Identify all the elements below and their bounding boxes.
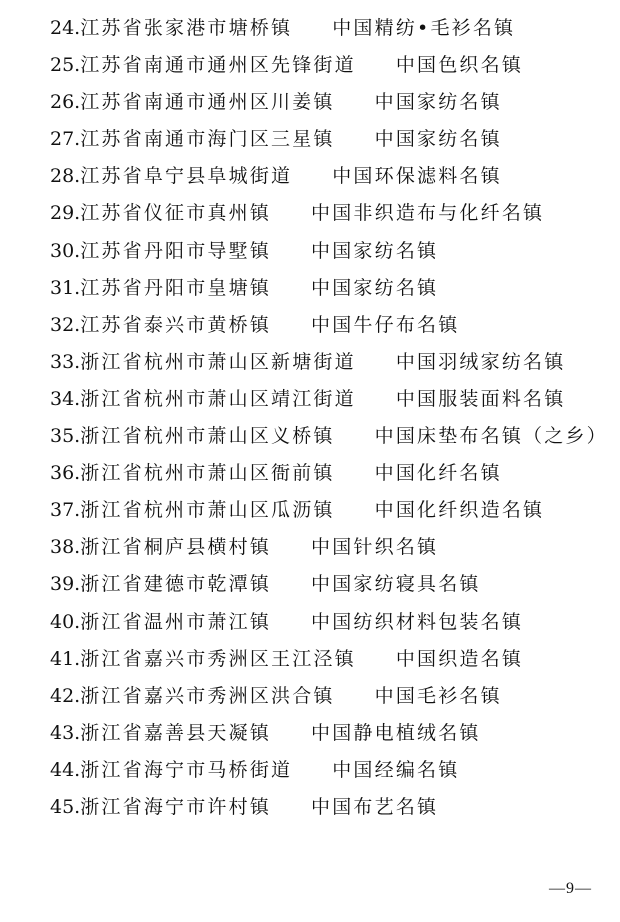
- item-number: 41.: [50, 647, 81, 670]
- list-item: [50, 641, 608, 678]
- item-place: 浙江省杭州市萧山区义桥镇: [80, 425, 335, 448]
- item-place: 江苏省南通市通州区先锋街道: [80, 54, 356, 77]
- item-place: 浙江省嘉兴市秀洲区洪合镇: [80, 684, 335, 707]
- item-number: 24.: [50, 17, 81, 39]
- item-number: 38.: [50, 536, 81, 559]
- item-title: 中国羽绒家纺名镇: [395, 350, 566, 373]
- list-item: [50, 158, 608, 195]
- item-number: 35.: [50, 425, 81, 448]
- list-item: [50, 121, 608, 158]
- list-item: [50, 418, 608, 455]
- item-number: 40.: [50, 610, 81, 633]
- item-title: 中国化纤名镇: [374, 462, 502, 485]
- item-title: 中国非织造布与化纤名镇: [311, 202, 545, 225]
- item-title: 中国化纤织造名镇: [374, 499, 545, 522]
- list-item: [50, 84, 608, 121]
- list-item: [50, 233, 608, 270]
- item-number: 45.: [50, 795, 81, 818]
- item-place: 江苏省南通市通州区川姜镇: [80, 91, 335, 114]
- list-item: [50, 381, 608, 418]
- item-place: 浙江省杭州市萧山区衙前镇: [80, 462, 335, 485]
- list-item: [50, 47, 608, 84]
- item-title: 中国家纺名镇: [311, 276, 439, 299]
- list-item: [50, 752, 608, 789]
- item-title: 中国针织名镇: [311, 536, 439, 559]
- item-number: 42.: [50, 684, 81, 707]
- item-place: 江苏省丹阳市导墅镇: [80, 239, 272, 262]
- item-place: 江苏省阜宁县阜城街道: [80, 165, 293, 188]
- list-item: [50, 604, 608, 641]
- item-title: 中国色织名镇: [395, 54, 524, 77]
- item-title: 中国家纺名镇: [374, 128, 502, 151]
- town-list: [50, 10, 608, 826]
- item-place: 江苏省丹阳市皇塘镇: [80, 276, 272, 299]
- item-title: 中国环保滤料名镇: [332, 165, 502, 188]
- item-title: 中国布艺名镇: [311, 795, 439, 818]
- item-place: 浙江省桐庐县横村镇: [80, 536, 272, 559]
- item-title: 中国静电植绒名镇: [311, 721, 481, 744]
- item-title: 中国家纺寝具名镇: [311, 573, 481, 596]
- item-title: 中国牛仔布名镇: [311, 313, 460, 336]
- page-number: —9—: [549, 880, 592, 897]
- item-number: 37.: [50, 499, 81, 522]
- item-title: 中国纺织材料包装名镇: [311, 610, 524, 633]
- item-number: 44.: [50, 758, 81, 781]
- item-number: 29.: [50, 202, 81, 225]
- list-item: [50, 455, 608, 492]
- item-place: 浙江省海宁市许村镇: [80, 795, 272, 818]
- item-place: 浙江省温州市萧江镇: [80, 610, 272, 633]
- list-item: [50, 195, 608, 232]
- item-number: 26.: [50, 91, 81, 114]
- item-place: 浙江省杭州市萧山区瓜沥镇: [80, 499, 335, 522]
- list-item: [50, 10, 608, 47]
- item-place: 江苏省南通市海门区三星镇: [80, 128, 335, 151]
- item-number: 34.: [50, 387, 81, 410]
- item-place: 浙江省杭州市萧山区新塘街道: [80, 350, 356, 373]
- item-number: 33.: [50, 350, 81, 373]
- item-number: 36.: [50, 462, 81, 485]
- list-item: [50, 678, 608, 715]
- list-item: [50, 715, 608, 752]
- item-title: 中国服装面料名镇: [395, 387, 566, 410]
- item-place: 浙江省杭州市萧山区靖江街道: [80, 387, 356, 410]
- item-place: 浙江省建德市乾潭镇: [80, 573, 272, 596]
- item-number: 31.: [50, 276, 81, 299]
- item-number: 30.: [50, 239, 81, 262]
- item-title: 中国织造名镇: [395, 647, 524, 670]
- item-number: 28.: [50, 165, 81, 188]
- item-place: 浙江省嘉善县天凝镇: [80, 721, 272, 744]
- item-title: 中国毛衫名镇: [374, 684, 502, 707]
- item-number: 25.: [50, 54, 81, 77]
- list-item: [50, 566, 608, 603]
- item-place: 浙江省海宁市马桥街道: [80, 758, 293, 781]
- item-number: 27.: [50, 128, 81, 151]
- item-number: 32.: [50, 313, 81, 336]
- list-item: [50, 307, 608, 344]
- item-title: 中国精纺•毛衫名镇: [332, 17, 516, 39]
- list-item: [50, 492, 608, 529]
- list-item: [50, 529, 608, 566]
- item-title: 中国家纺名镇: [311, 239, 439, 262]
- item-place: 江苏省仪征市真州镇: [80, 202, 272, 225]
- item-number: 43.: [50, 721, 81, 744]
- item-title: 中国床垫布名镇（之乡）: [374, 425, 608, 448]
- item-place: 江苏省张家港市塘桥镇: [80, 17, 293, 39]
- list-item: [50, 789, 608, 826]
- item-title: 中国经编名镇: [332, 758, 460, 781]
- list-item: [50, 344, 608, 381]
- item-title: 中国家纺名镇: [374, 91, 502, 114]
- item-number: 39.: [50, 573, 81, 596]
- item-place: 江苏省泰兴市黄桥镇: [80, 313, 272, 336]
- list-item: [50, 270, 608, 307]
- item-place: 浙江省嘉兴市秀洲区王江泾镇: [80, 647, 356, 670]
